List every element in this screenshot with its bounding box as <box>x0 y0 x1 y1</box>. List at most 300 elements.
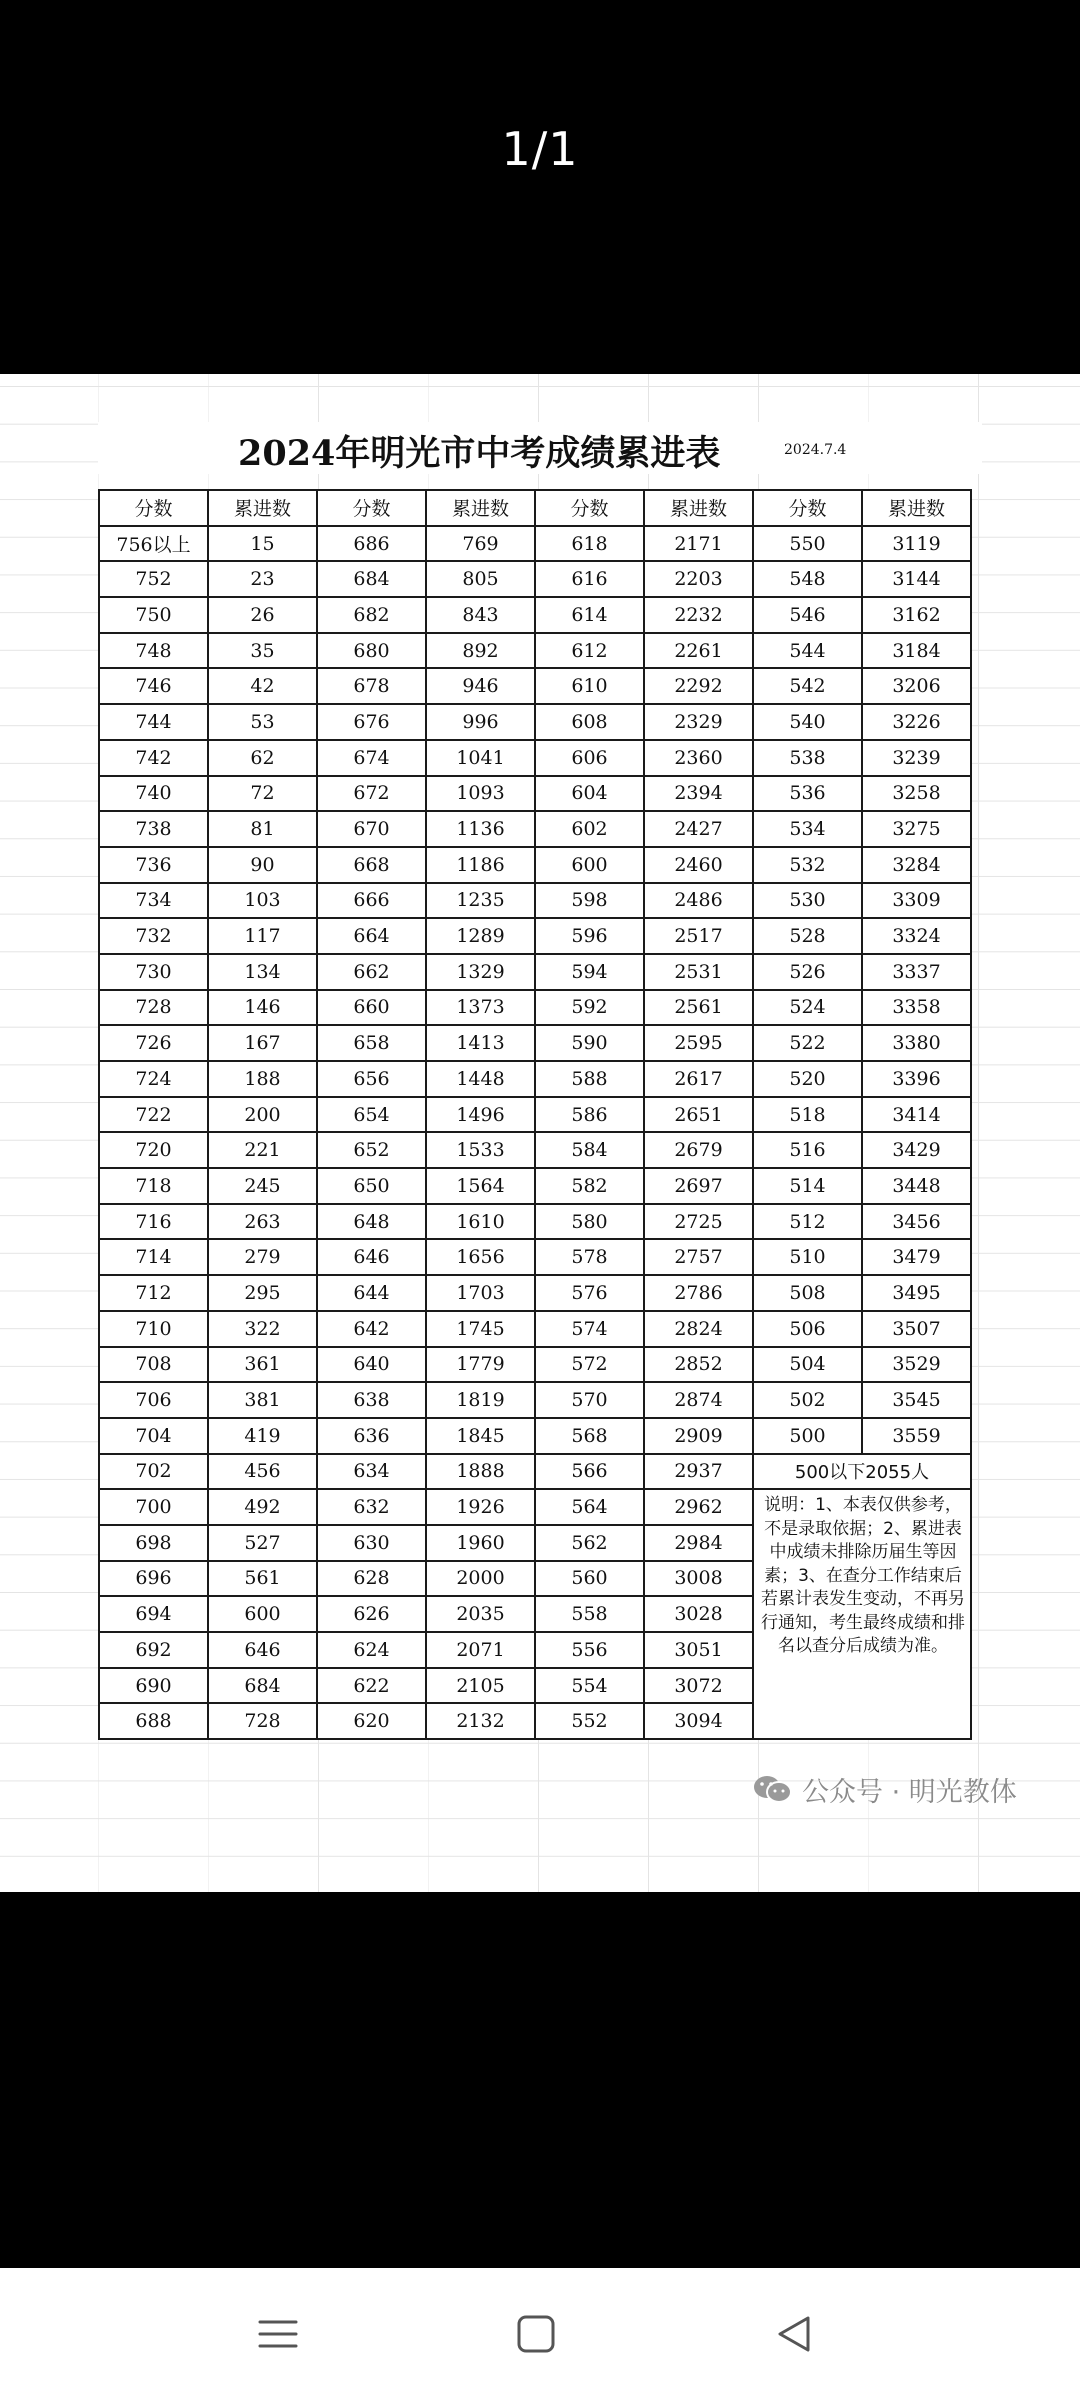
cumulative-cell: 26 <box>208 597 317 633</box>
cumulative-cell: 3206 <box>862 668 971 704</box>
table-row <box>99 1347 971 1383</box>
score-cell: 540 <box>753 704 862 740</box>
cumulative-cell: 2909 <box>644 1418 753 1454</box>
cumulative-cell: 263 <box>208 1204 317 1240</box>
table-row <box>99 1239 971 1275</box>
cumulative-cell: 3094 <box>644 1703 753 1739</box>
score-cell: 678 <box>317 668 426 704</box>
score-cell: 618 <box>535 526 644 562</box>
cumulative-cell: 1093 <box>426 776 535 812</box>
cumulative-cell: 805 <box>426 561 535 597</box>
score-cell: 550 <box>753 526 862 562</box>
table-row <box>99 1061 971 1097</box>
score-cell: 662 <box>317 954 426 990</box>
score-cell: 688 <box>99 1703 208 1739</box>
score-cell: 506 <box>753 1311 862 1347</box>
score-cell: 656 <box>317 1061 426 1097</box>
cumulative-cell: 2725 <box>644 1204 753 1240</box>
menu-icon[interactable] <box>248 2304 308 2364</box>
score-cell: 570 <box>535 1382 644 1418</box>
cumulative-cell: 2329 <box>644 704 753 740</box>
cumulative-cell: 527 <box>208 1525 317 1561</box>
score-cell: 750 <box>99 597 208 633</box>
score-cell: 572 <box>535 1347 644 1383</box>
cumulative-cell: 2105 <box>426 1668 535 1704</box>
title-area <box>98 422 982 474</box>
cumulative-cell: 3529 <box>862 1347 971 1383</box>
table-row <box>99 704 971 740</box>
cumulative-cell: 3337 <box>862 954 971 990</box>
cumulative-cell: 2937 <box>644 1454 753 1490</box>
cumulative-cell: 134 <box>208 954 317 990</box>
score-cell: 534 <box>753 811 862 847</box>
table-row <box>99 918 971 954</box>
cumulative-cell: 2203 <box>644 561 753 597</box>
cumulative-cell: 2261 <box>644 633 753 669</box>
cumulative-cell: 2071 <box>426 1632 535 1668</box>
score-cell: 734 <box>99 883 208 919</box>
cumulative-cell: 42 <box>208 668 317 704</box>
score-cell: 594 <box>535 954 644 990</box>
cumulative-cell: 561 <box>208 1561 317 1597</box>
score-cell: 742 <box>99 740 208 776</box>
score-cell: 586 <box>535 1097 644 1133</box>
score-cell: 702 <box>99 1454 208 1490</box>
cumulative-cell: 1373 <box>426 990 535 1026</box>
cumulative-cell: 1779 <box>426 1347 535 1383</box>
cumulative-cell: 221 <box>208 1132 317 1168</box>
score-cell: 524 <box>753 990 862 1026</box>
score-cell: 682 <box>317 597 426 633</box>
score-cell: 602 <box>535 811 644 847</box>
table-row <box>99 1168 971 1204</box>
table-row <box>99 561 971 597</box>
cumulative-cell: 2427 <box>644 811 753 847</box>
cumulative-cell: 1289 <box>426 918 535 954</box>
cumulative-cell: 492 <box>208 1489 317 1525</box>
header-cumulative: 累进数 <box>862 490 971 526</box>
cumulative-cell: 200 <box>208 1097 317 1133</box>
watermark <box>752 1769 1017 1809</box>
score-cell: 560 <box>535 1561 644 1597</box>
score-cell: 604 <box>535 776 644 812</box>
header-cumulative: 累进数 <box>644 490 753 526</box>
cumulative-cell: 2486 <box>644 883 753 919</box>
cumulative-cell: 2786 <box>644 1275 753 1311</box>
score-cell: 620 <box>317 1703 426 1739</box>
score-cell: 756以上 <box>99 526 208 562</box>
score-cell: 616 <box>535 561 644 597</box>
score-cell: 512 <box>753 1204 862 1240</box>
score-cell: 542 <box>753 668 862 704</box>
score-cell: 598 <box>535 883 644 919</box>
cumulative-cell: 2232 <box>644 597 753 633</box>
score-cell: 502 <box>753 1382 862 1418</box>
cumulative-cell: 3507 <box>862 1311 971 1347</box>
cumulative-cell: 361 <box>208 1347 317 1383</box>
cumulative-cell: 1845 <box>426 1418 535 1454</box>
cumulative-cell: 2874 <box>644 1382 753 1418</box>
score-cell: 718 <box>99 1168 208 1204</box>
score-cell: 650 <box>317 1168 426 1204</box>
score-cell: 556 <box>535 1632 644 1668</box>
score-cell: 654 <box>317 1097 426 1133</box>
score-cell: 614 <box>535 597 644 633</box>
cumulative-cell: 15 <box>208 526 317 562</box>
score-cell: 558 <box>535 1596 644 1632</box>
score-cell: 658 <box>317 1025 426 1061</box>
cumulative-cell: 103 <box>208 883 317 919</box>
score-cell: 722 <box>99 1097 208 1133</box>
header-score: 分数 <box>535 490 644 526</box>
cumulative-cell: 3324 <box>862 918 971 954</box>
score-cell: 716 <box>99 1204 208 1240</box>
cumulative-cell: 1235 <box>426 883 535 919</box>
score-cell: 500 <box>753 1418 862 1454</box>
table-row <box>99 883 971 919</box>
cumulative-cell: 62 <box>208 740 317 776</box>
cumulative-cell: 81 <box>208 811 317 847</box>
cumulative-cell: 684 <box>208 1668 317 1704</box>
cumulative-cell: 2517 <box>644 918 753 954</box>
table-row <box>99 776 971 812</box>
score-cell: 690 <box>99 1668 208 1704</box>
score-cell: 608 <box>535 704 644 740</box>
score-cell: 698 <box>99 1525 208 1561</box>
cumulative-cell: 381 <box>208 1382 317 1418</box>
cumulative-cell: 3226 <box>862 704 971 740</box>
cumulative-cell: 2617 <box>644 1061 753 1097</box>
score-cell: 728 <box>99 990 208 1026</box>
score-cell: 738 <box>99 811 208 847</box>
score-cell: 732 <box>99 918 208 954</box>
score-cell: 660 <box>317 990 426 1026</box>
score-cell: 740 <box>99 776 208 812</box>
cumulative-cell: 2394 <box>644 776 753 812</box>
cumulative-cell: 2561 <box>644 990 753 1026</box>
cumulative-cell: 3309 <box>862 883 971 919</box>
score-cell: 584 <box>535 1132 644 1168</box>
table-row <box>99 990 971 1026</box>
score-cell: 672 <box>317 776 426 812</box>
score-cell: 706 <box>99 1382 208 1418</box>
cumulative-cell: 419 <box>208 1418 317 1454</box>
table-row <box>99 1025 971 1061</box>
cumulative-cell: 3008 <box>644 1561 753 1597</box>
score-cell: 726 <box>99 1025 208 1061</box>
score-cell: 564 <box>535 1489 644 1525</box>
cumulative-cell: 90 <box>208 847 317 883</box>
table-header-row <box>99 490 971 526</box>
cumulative-cell: 2757 <box>644 1239 753 1275</box>
score-cell: 626 <box>317 1596 426 1632</box>
score-cell: 518 <box>753 1097 862 1133</box>
table-row <box>99 1132 971 1168</box>
score-cell: 648 <box>317 1204 426 1240</box>
score-cell: 504 <box>753 1347 862 1383</box>
cumulative-cell: 1496 <box>426 1097 535 1133</box>
cumulative-cell: 3380 <box>862 1025 971 1061</box>
table-row <box>99 668 971 704</box>
cumulative-cell: 23 <box>208 561 317 597</box>
table-row <box>99 1489 971 1525</box>
table-row <box>99 1097 971 1133</box>
cumulative-cell: 3072 <box>644 1668 753 1704</box>
cumulative-cell: 146 <box>208 990 317 1026</box>
score-cell: 596 <box>535 918 644 954</box>
score-cell: 714 <box>99 1239 208 1275</box>
cumulative-cell: 2360 <box>644 740 753 776</box>
watermark-text: 公众号 · 明光教体 <box>802 1776 1017 1808</box>
cumulative-cell: 1745 <box>426 1311 535 1347</box>
score-cell: 514 <box>753 1168 862 1204</box>
header-score: 分数 <box>753 490 862 526</box>
score-cell: 546 <box>753 597 862 633</box>
cumulative-cell: 3051 <box>644 1632 753 1668</box>
cumulative-cell: 3184 <box>862 633 971 669</box>
score-cell: 640 <box>317 1347 426 1383</box>
score-cell: 670 <box>317 811 426 847</box>
score-cell: 600 <box>535 847 644 883</box>
score-cell: 630 <box>317 1525 426 1561</box>
score-cell: 530 <box>753 883 862 919</box>
cumulative-cell: 996 <box>426 704 535 740</box>
cumulative-cell: 2460 <box>644 847 753 883</box>
score-cell: 666 <box>317 883 426 919</box>
score-cell: 636 <box>317 1418 426 1454</box>
score-cell: 744 <box>99 704 208 740</box>
score-cell: 610 <box>535 668 644 704</box>
score-cell: 708 <box>99 1347 208 1383</box>
cumulative-cell: 1448 <box>426 1061 535 1097</box>
score-cell: 544 <box>753 633 862 669</box>
table-row <box>99 1454 971 1490</box>
header-cumulative: 累进数 <box>426 490 535 526</box>
score-cell: 694 <box>99 1596 208 1632</box>
cumulative-cell: 279 <box>208 1239 317 1275</box>
cumulative-cell: 456 <box>208 1454 317 1490</box>
cumulative-cell: 295 <box>208 1275 317 1311</box>
score-cell: 674 <box>317 740 426 776</box>
score-cell: 624 <box>317 1632 426 1668</box>
cumulative-cell: 188 <box>208 1061 317 1097</box>
score-cell: 684 <box>317 561 426 597</box>
cumulative-cell: 1703 <box>426 1275 535 1311</box>
score-cell: 520 <box>753 1061 862 1097</box>
score-cell: 580 <box>535 1204 644 1240</box>
score-cell: 562 <box>535 1525 644 1561</box>
score-cell: 680 <box>317 633 426 669</box>
cumulative-cell: 2651 <box>644 1097 753 1133</box>
score-cell: 692 <box>99 1632 208 1668</box>
score-cell: 638 <box>317 1382 426 1418</box>
navigation-bar <box>0 2268 1080 2400</box>
cumulative-cell: 3028 <box>644 1596 753 1632</box>
score-cell: 710 <box>99 1311 208 1347</box>
cumulative-cell: 3545 <box>862 1382 971 1418</box>
cumulative-cell: 3144 <box>862 561 971 597</box>
score-cell: 582 <box>535 1168 644 1204</box>
table-row <box>99 1311 971 1347</box>
score-cell: 724 <box>99 1061 208 1097</box>
document-date: 2024.7.4 <box>784 442 847 458</box>
score-cell: 686 <box>317 526 426 562</box>
score-cell: 748 <box>99 633 208 669</box>
cumulative-cell: 322 <box>208 1311 317 1347</box>
header-cumulative: 累进数 <box>208 490 317 526</box>
score-cell: 590 <box>535 1025 644 1061</box>
score-cell: 516 <box>753 1132 862 1168</box>
cumulative-cell: 1186 <box>426 847 535 883</box>
cumulative-cell: 2000 <box>426 1561 535 1597</box>
cumulative-cell: 843 <box>426 597 535 633</box>
score-cell: 652 <box>317 1132 426 1168</box>
below-500-count: 500以下2055人 <box>753 1454 971 1490</box>
score-cell: 746 <box>99 668 208 704</box>
document-title: 2024年明光市中考成绩累进表 <box>238 433 721 474</box>
score-cell: 568 <box>535 1418 644 1454</box>
score-cell: 566 <box>535 1454 644 1490</box>
cumulative-cell: 3284 <box>862 847 971 883</box>
cumulative-cell: 2531 <box>644 954 753 990</box>
score-cell: 578 <box>535 1239 644 1275</box>
cumulative-cell: 769 <box>426 526 535 562</box>
cumulative-cell: 1926 <box>426 1489 535 1525</box>
score-cell: 574 <box>535 1311 644 1347</box>
table-row <box>99 847 971 883</box>
cumulative-cell: 3119 <box>862 526 971 562</box>
home-square-icon[interactable] <box>506 2304 566 2364</box>
cumulative-cell: 1041 <box>426 740 535 776</box>
score-cell: 510 <box>753 1239 862 1275</box>
cumulative-cell: 3258 <box>862 776 971 812</box>
score-cell: 622 <box>317 1668 426 1704</box>
table-row <box>99 1275 971 1311</box>
score-cell: 628 <box>317 1561 426 1597</box>
score-cell: 592 <box>535 990 644 1026</box>
table-row <box>99 740 971 776</box>
table-row <box>99 1204 971 1240</box>
score-cell: 554 <box>535 1668 644 1704</box>
score-cell: 664 <box>317 918 426 954</box>
cumulative-cell: 117 <box>208 918 317 954</box>
table-row <box>99 1418 971 1454</box>
score-cell: 508 <box>753 1275 862 1311</box>
cumulative-cell: 1819 <box>426 1382 535 1418</box>
cumulative-cell: 1329 <box>426 954 535 990</box>
cumulative-cell: 2035 <box>426 1596 535 1632</box>
cumulative-cell: 3429 <box>862 1132 971 1168</box>
cumulative-cell: 946 <box>426 668 535 704</box>
table-row <box>99 633 971 669</box>
cumulative-cell: 2132 <box>426 1703 535 1739</box>
cumulative-cell: 892 <box>426 633 535 669</box>
score-cell: 528 <box>753 918 862 954</box>
cumulative-cell: 3275 <box>862 811 971 847</box>
document-image[interactable] <box>0 374 1080 1892</box>
cumulative-cell: 2984 <box>644 1525 753 1561</box>
table-row <box>99 1382 971 1418</box>
cumulative-cell: 600 <box>208 1596 317 1632</box>
cumulative-cell: 3479 <box>862 1239 971 1275</box>
cumulative-cell: 1656 <box>426 1239 535 1275</box>
score-cell: 576 <box>535 1275 644 1311</box>
score-cell: 668 <box>317 847 426 883</box>
score-cell: 730 <box>99 954 208 990</box>
score-cell: 712 <box>99 1275 208 1311</box>
cumulative-cell: 3358 <box>862 990 971 1026</box>
cumulative-cell: 1413 <box>426 1025 535 1061</box>
header-score: 分数 <box>99 490 208 526</box>
cumulative-cell: 2595 <box>644 1025 753 1061</box>
cumulative-cell: 2852 <box>644 1347 753 1383</box>
cumulative-cell: 3448 <box>862 1168 971 1204</box>
score-cell: 522 <box>753 1025 862 1061</box>
score-cell: 720 <box>99 1132 208 1168</box>
cumulative-cell: 3456 <box>862 1204 971 1240</box>
table-row <box>99 526 971 562</box>
score-cell: 704 <box>99 1418 208 1454</box>
score-cell: 552 <box>535 1703 644 1739</box>
score-cell: 526 <box>753 954 862 990</box>
cumulative-cell: 2824 <box>644 1311 753 1347</box>
cumulative-cell: 2292 <box>644 668 753 704</box>
score-cell: 612 <box>535 633 644 669</box>
cumulative-cell: 245 <box>208 1168 317 1204</box>
score-cell: 700 <box>99 1489 208 1525</box>
cumulative-cell: 2679 <box>644 1132 753 1168</box>
score-cell: 538 <box>753 740 862 776</box>
cumulative-cell: 3162 <box>862 597 971 633</box>
cumulative-cell: 3396 <box>862 1061 971 1097</box>
cumulative-cell: 1533 <box>426 1132 535 1168</box>
disclaimer-note: 说明：1、本表仅供参考，不是录取依据；2、累进表中成绩未排除历届生等因素；3、在查分工作结束后若累计表发生变动，不再另行通知，考生最终成绩和排名以查分后成绩为准。 <box>753 1489 971 1739</box>
cumulative-cell: 2697 <box>644 1168 753 1204</box>
cumulative-cell: 3239 <box>862 740 971 776</box>
wechat-icon <box>752 1774 794 1804</box>
table-row <box>99 954 971 990</box>
score-cell: 676 <box>317 704 426 740</box>
score-cell: 588 <box>535 1061 644 1097</box>
page-counter: 1/1 <box>501 122 579 176</box>
cumulative-cell: 646 <box>208 1632 317 1668</box>
header-score: 分数 <box>317 490 426 526</box>
cumulative-cell: 35 <box>208 633 317 669</box>
cumulative-cell: 72 <box>208 776 317 812</box>
cumulative-cell: 3495 <box>862 1275 971 1311</box>
score-table <box>98 489 972 1740</box>
score-cell: 646 <box>317 1239 426 1275</box>
cumulative-cell: 2171 <box>644 526 753 562</box>
cumulative-cell: 1960 <box>426 1525 535 1561</box>
cumulative-cell: 53 <box>208 704 317 740</box>
cumulative-cell: 3414 <box>862 1097 971 1133</box>
score-cell: 632 <box>317 1489 426 1525</box>
score-cell: 736 <box>99 847 208 883</box>
score-cell: 644 <box>317 1275 426 1311</box>
score-cell: 536 <box>753 776 862 812</box>
score-cell: 606 <box>535 740 644 776</box>
cumulative-cell: 1888 <box>426 1454 535 1490</box>
score-cell: 696 <box>99 1561 208 1597</box>
score-cell: 532 <box>753 847 862 883</box>
score-cell: 752 <box>99 561 208 597</box>
cumulative-cell: 1610 <box>426 1204 535 1240</box>
score-cell: 634 <box>317 1454 426 1490</box>
cumulative-cell: 1564 <box>426 1168 535 1204</box>
back-triangle-icon[interactable] <box>764 2304 824 2364</box>
cumulative-cell: 2962 <box>644 1489 753 1525</box>
